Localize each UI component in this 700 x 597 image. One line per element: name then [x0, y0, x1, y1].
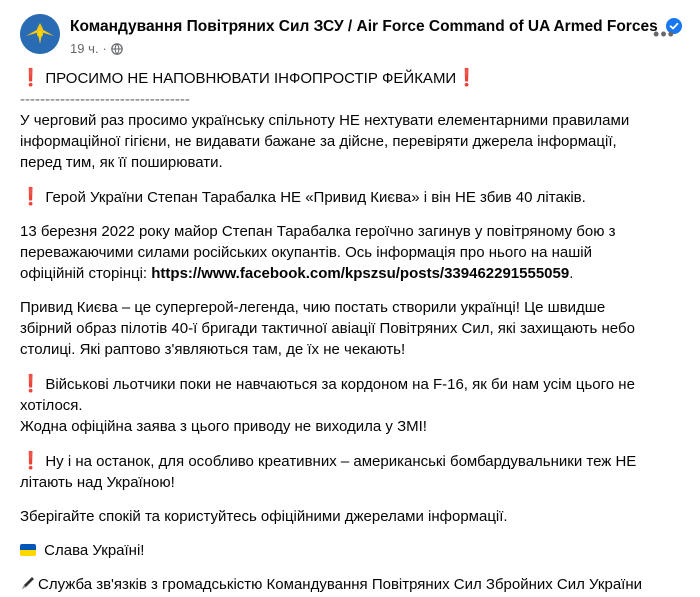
- post-header: [20, 14, 686, 64]
- exclamation-icon: ❗: [20, 451, 42, 470]
- period: .: [569, 265, 574, 282]
- ukraine-flag-icon: [20, 544, 36, 556]
- post-meta: [70, 41, 123, 56]
- paragraph-tarabalka-text: 13 березня 2022 року майор Степан Тарабалка героїчно загинув у повітряному бою з переважаючими силами російських окупантів. Ось інформація про нього на нашій офіційній сторінці:: [20, 223, 616, 282]
- paragraph-tarabalka-info: [20, 221, 660, 284]
- facebook-post-link[interactable]: https://www.facebook.com/kpszsu/posts/339462291555059: [151, 265, 570, 282]
- exclamation-icon: ❗: [20, 374, 42, 393]
- air-force-emblem-icon: [20, 14, 60, 54]
- meta-separator: ·: [102, 41, 107, 56]
- globe-icon[interactable]: [111, 43, 123, 55]
- page-name-link[interactable]: Командування Повітряних Сил ЗСУ / Air Force Command of UA Armed Forces: [70, 18, 658, 35]
- paragraph-intro: У черговий раз просимо українську спільноту НЕ нехтувати елементарними правилами інформаційної гігієни, не видавати бажане за дійсне, перевіряти джерела інформації, перед тим, як її поширювати.: [20, 112, 630, 171]
- item-f16: [20, 373, 660, 416]
- author-line: [70, 18, 682, 36]
- signature-text: Служба зв'язків з громадськістю Командування Повітряних Сил Збройних Сил України: [38, 576, 642, 593]
- post-body: [20, 67, 660, 595]
- post-timestamp[interactable]: 19 ч.: [70, 41, 99, 56]
- item-f16-follow: Жодна офіційна заява з цього приводу не виходила у ЗМІ!: [20, 418, 427, 435]
- pen-icon: [20, 575, 36, 591]
- headline: [20, 67, 660, 89]
- paragraph-ghost-of-kyiv: Привид Києва – це супергерой-легенда, чию постать створили українці! Це швидше збірний образ пілотів 40-ї бригади тактичної авіації Повітряних Сил, які захищають небо столиці. Які раптово з'являються там, де їх не чекають!: [20, 299, 635, 358]
- signature-line: [20, 574, 660, 595]
- item-bombers-text: Ну і на останок, для особливо креативних – американські бомбардувальники теж НЕ літають над Україною!: [20, 453, 637, 491]
- item-bombers: [20, 450, 660, 493]
- exclamation-icon: ❗: [20, 68, 42, 87]
- glory-text: Слава Україні!: [44, 542, 145, 559]
- item-tarabalka-text: Герой України Степан Тарабалка НЕ «Привид Києва» і він НЕ збив 40 літаків.: [45, 189, 586, 206]
- separator-line: ----------------------------------: [20, 91, 190, 108]
- more-options-button[interactable]: •••: [653, 23, 675, 44]
- page-avatar[interactable]: [20, 14, 60, 54]
- paragraph-stay-calm: Зберігайте спокій та користуйтесь офіційними джерелами інформації.: [20, 508, 508, 525]
- item-tarabalka: [20, 186, 660, 208]
- exclamation-icon: ❗: [20, 187, 42, 206]
- item-f16-text: Військові льотчики поки не навчаються за кордоном на F-16, як би нам усім цього не хотілося.: [20, 376, 635, 414]
- exclamation-icon: ❗: [456, 68, 478, 87]
- headline-text: ПРОСИМО НЕ НАПОВНЮВАТИ ІНФОПРОСТІР ФЕЙКАМИ: [45, 70, 457, 87]
